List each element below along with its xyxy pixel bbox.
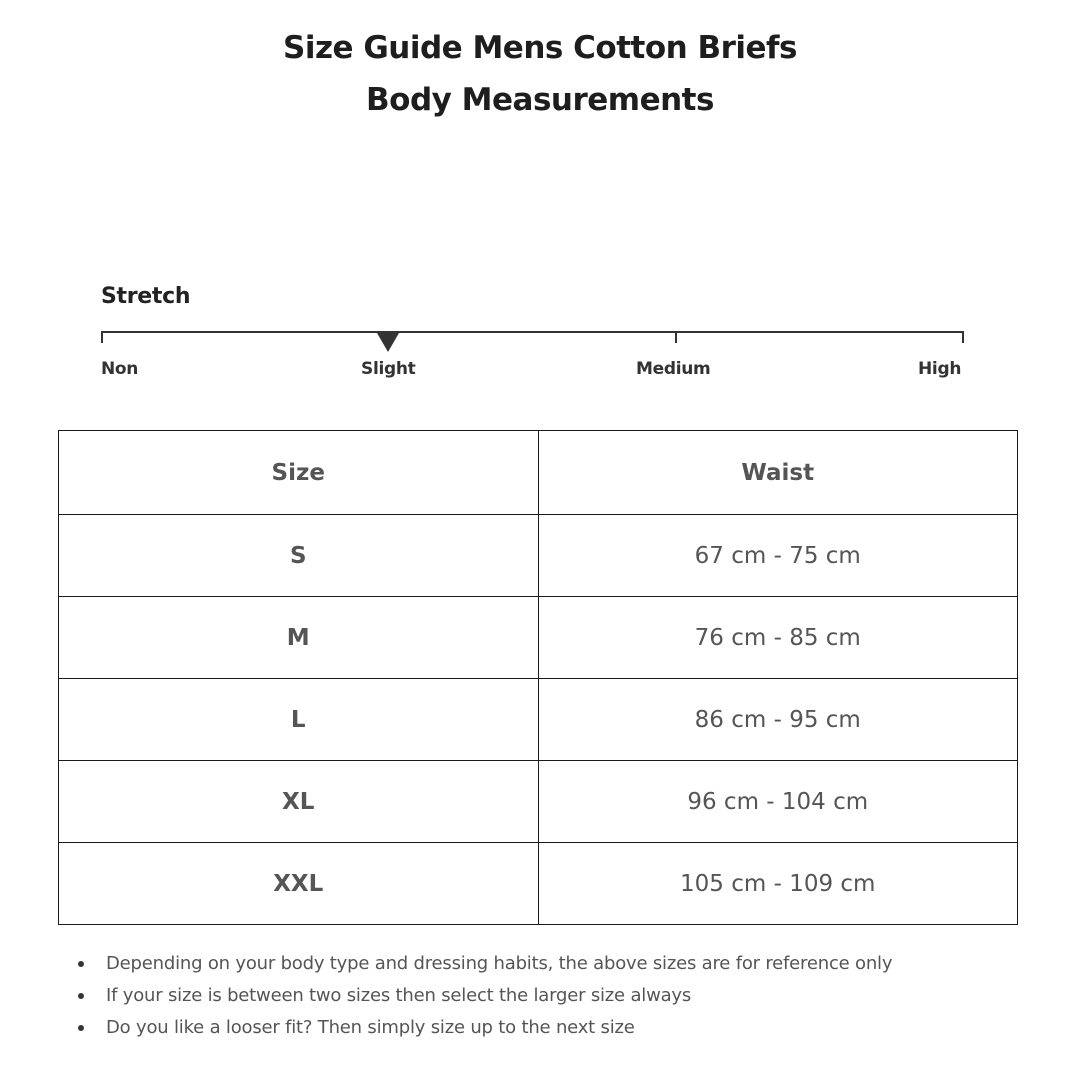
size-notes-list: [78, 950, 1038, 1046]
table-row: [59, 843, 1018, 925]
note-text: Depending on your body type and dressing habits, the above sizes are for reference only: [106, 953, 893, 974]
size-cell: XXL: [59, 843, 539, 925]
stretch-level-slight: Slight: [361, 359, 416, 379]
list-item: [78, 982, 1038, 1014]
stretch-level-marker-icon: [377, 333, 399, 352]
table-row: [59, 515, 1018, 597]
column-header-size: Size: [59, 431, 539, 515]
waist-cell: 96 cm - 104 cm: [538, 761, 1018, 843]
table-row: [59, 679, 1018, 761]
page-title: Size Guide Mens Cotton Briefs: [283, 30, 797, 66]
table-row: [59, 597, 1018, 679]
size-cell: S: [59, 515, 539, 597]
size-cell: L: [59, 679, 539, 761]
stretch-level-medium: Medium: [636, 359, 711, 379]
stretch-scale-line: [101, 331, 964, 333]
column-header-waist: Waist: [538, 431, 1018, 515]
list-item: [78, 950, 1038, 982]
stretch-label: Stretch: [101, 284, 191, 309]
note-text: If your size is between two sizes then select the larger size always: [106, 985, 692, 1006]
stretch-tick-medium: [675, 331, 677, 343]
size-cell: XL: [59, 761, 539, 843]
stretch-level-high: High: [918, 359, 962, 379]
stretch-level-non: Non: [101, 359, 139, 379]
waist-cell: 86 cm - 95 cm: [538, 679, 1018, 761]
waist-cell: 105 cm - 109 cm: [538, 843, 1018, 925]
table-row: [59, 761, 1018, 843]
bullet-icon: [78, 993, 84, 999]
waist-cell: 67 cm - 75 cm: [538, 515, 1018, 597]
stretch-tick-non: [101, 331, 103, 343]
size-table: [58, 430, 1018, 925]
page-subtitle: Body Measurements: [366, 82, 714, 118]
list-item: [78, 1014, 1038, 1046]
waist-cell: 76 cm - 85 cm: [538, 597, 1018, 679]
size-cell: M: [59, 597, 539, 679]
note-text: Do you like a looser fit? Then simply size up to the next size: [106, 1017, 635, 1038]
bullet-icon: [78, 961, 84, 967]
table-header-row: [59, 431, 1018, 515]
bullet-icon: [78, 1025, 84, 1031]
stretch-tick-high: [962, 331, 964, 343]
